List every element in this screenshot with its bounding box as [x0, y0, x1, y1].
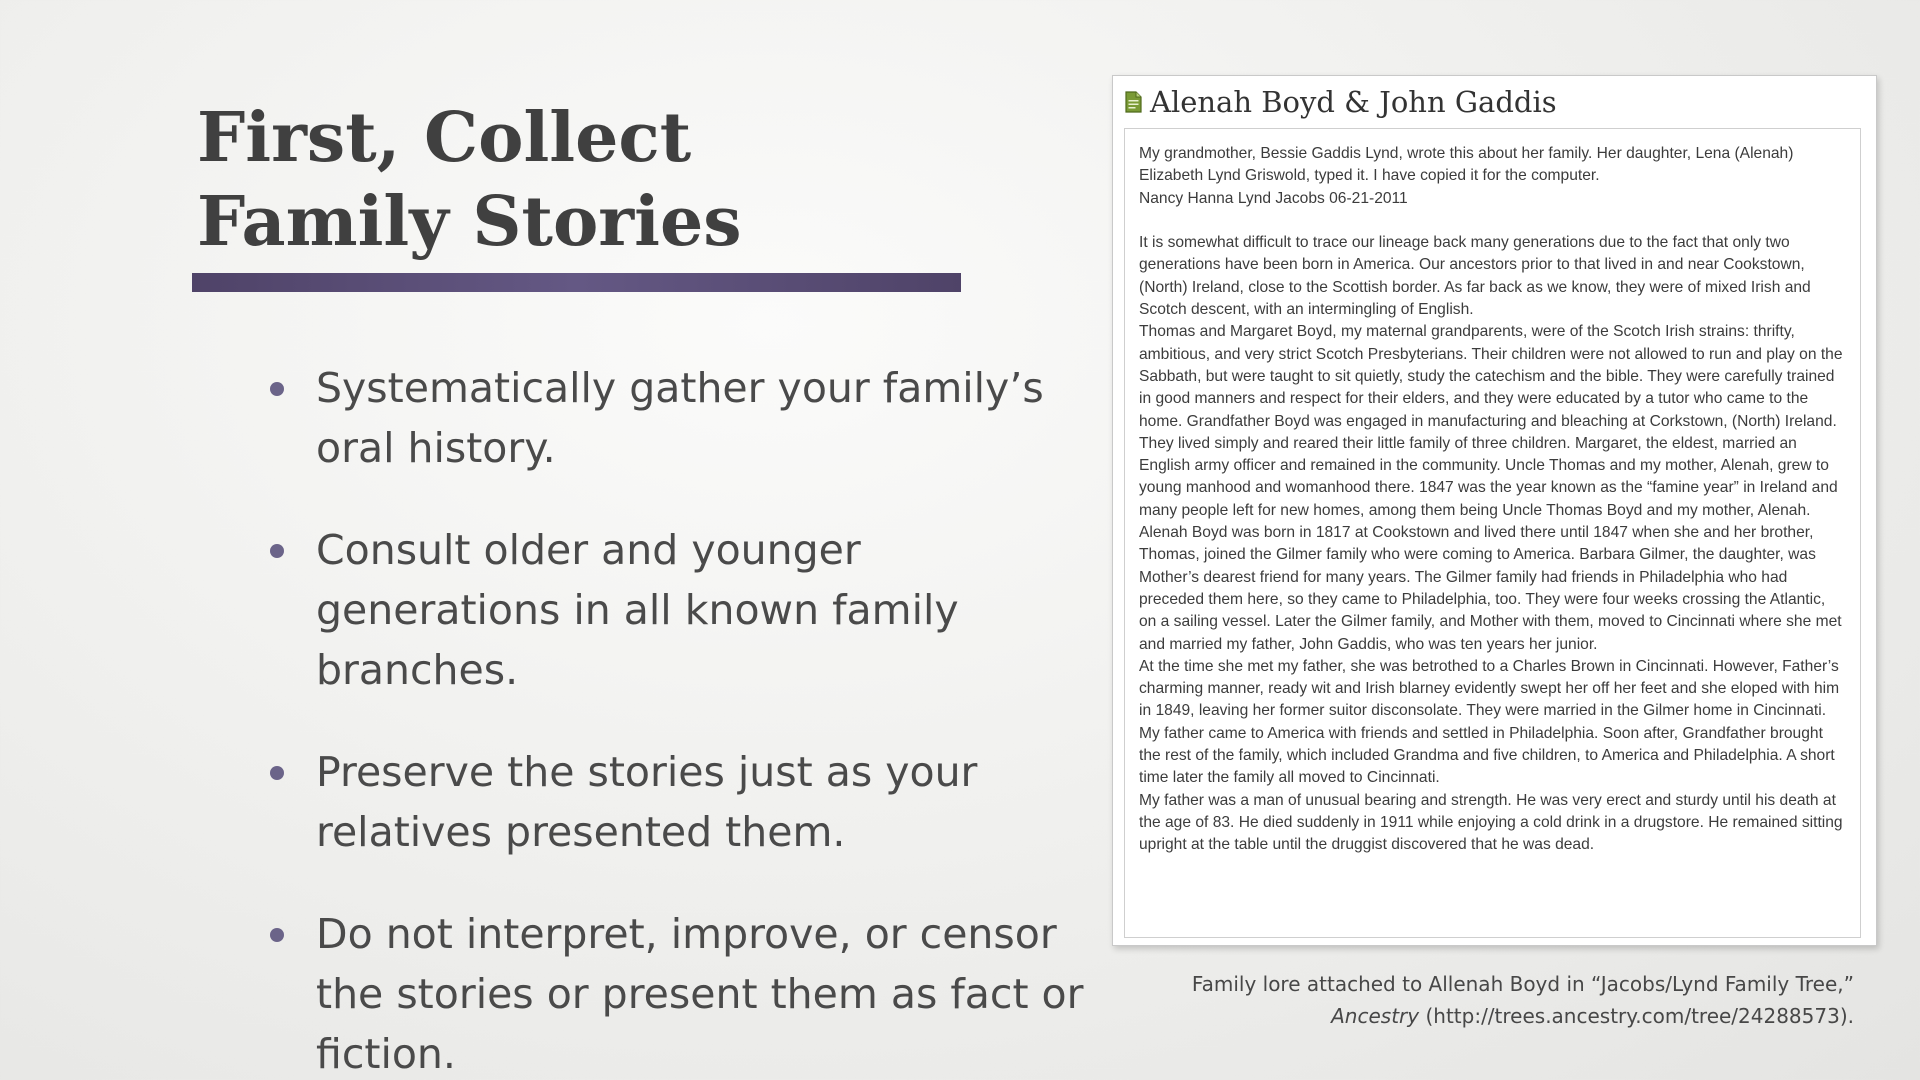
- bullet-dot: [270, 766, 284, 780]
- image-caption: [1134, 968, 1854, 1032]
- document-title: Alenah Boyd & John Gaddis: [1150, 85, 1557, 119]
- document-screenshot: [1112, 75, 1877, 946]
- document-intro-signature: Nancy Hanna Lynd Jacobs 06-21-2011: [1139, 189, 1408, 207]
- document-paragraph: Alenah Boyd was born in 1817 at Cookstown and lived there until 1847 when she and her brother, Thomas, joined the Gilmer family who were coming to America. Barbara Gilmer, the daughter, was Mother’s dearest friend for many years. The Gilmer family had friends in Philadelphia who had preceded them here, so they came to Philadelphia, too. They were four weeks crossing the Atlantic, on a sailing vessel. Later the Gilmer family, and Mother with them, moved to Cincinnati where she met and married my father, John Gaddis, who was ten years her junior.: [1139, 524, 1842, 653]
- document-icon: [1125, 91, 1142, 113]
- document-paragraph: Thomas and Margaret Boyd, my maternal grandparents, were of the Scotch Irish strains: thrifty, ambitious, and very strict Scotch Presbyterians. Their children were not allowed to run and play on the Sabbath, but were taught to sit quietly, study the catechism and the bible. They were carefully trained in good manners and respect for their elders, and they were educated by a tutor who came to the home. Grandfather Boyd was engaged in manufacturing and bleaching at Corkstown, (North) Ireland. They lived simply and reared their little family of three children. Margaret, the eldest, married an English army officer and remained in the community. Uncle Thomas and my mother, Alenah, grew to young manhood and womanhood there. 1847 was the year known as the “famine year” in Ireland and many people left for new homes, among them being Uncle Thomas Boyd and my mother, Alenah.: [1139, 323, 1843, 519]
- bullet-text: Consult older and younger generations in all known family branches.: [316, 526, 959, 694]
- bullet-dot: [270, 928, 284, 942]
- document-body: [1124, 128, 1861, 938]
- slide-title: [197, 96, 997, 264]
- bullet-text: Systematically gather your family’s oral history.: [316, 364, 1044, 472]
- document-paragraph: My father was a man of unusual bearing and strength. He was very erect and sturdy until his death at the age of 83. He died suddenly in 1911 while enjoying a cold drink in a drugstore. He remained sitting upright at the table until the druggist discovered that he was dead.: [1139, 791, 1843, 854]
- document-paragraph: It is somewhat difficult to trace our lineage back many generations due to the fact that only two generations have been born in America. Our ancestors prior to that lived in and near Cookstown, (North) Ireland, close to the Scottish border. As far back as we know, they were of mixed Irish and Scotch descent, with an intermingling of English.: [1139, 234, 1811, 319]
- bullet-text: Do not interpret, improve, or censor the stories or present them as fact or fiction.: [316, 910, 1084, 1078]
- bullet-item: [268, 904, 1098, 1080]
- bullet-item: [268, 742, 1098, 862]
- document-header: [1125, 82, 1557, 122]
- bullet-item: [268, 358, 1098, 478]
- document-paragraph: My father came to America with friends and settled in Philadelphia. Soon after, Grandfather brought the rest of the family, which included Grandma and five children, to America and Philadelphia. A short time later the family all moved to Cincinnati.: [1139, 724, 1835, 787]
- slide-title-line-2: Family Stories: [197, 182, 742, 262]
- title-accent-bar: [192, 273, 961, 292]
- document-paragraph: At the time she met my father, she was betrothed to a Charles Brown in Cincinnati. However, Father’s charming manner, ready wit and Irish blarney evidently swept her off her feet and she eloped with him in 1849, leaving her former suitor disconsolate. They were married in the Gilmer home in Cincinnati.: [1139, 657, 1840, 720]
- bullet-text: Preserve the stories just as your relatives presented them.: [316, 748, 978, 856]
- caption-suffix: (http://trees.ancestry.com/tree/24288573).: [1419, 1004, 1854, 1028]
- caption-source: Ancestry: [1331, 1004, 1420, 1028]
- bullet-list: [268, 358, 1098, 1080]
- caption-prefix: Family lore attached to Allenah Boyd in “Jacobs/Lynd Family Tree,”: [1191, 972, 1854, 996]
- slide-title-line-1: First, Collect: [197, 98, 692, 178]
- bullet-item: [268, 520, 1098, 700]
- bullet-dot: [270, 382, 284, 396]
- document-intro: My grandmother, Bessie Gaddis Lynd, wrote this about her family. Her daughter, Lena (Alenah) Elizabeth Lynd Griswold, typed it. I have copied it for the computer.: [1139, 145, 1794, 185]
- bullet-dot: [270, 544, 284, 558]
